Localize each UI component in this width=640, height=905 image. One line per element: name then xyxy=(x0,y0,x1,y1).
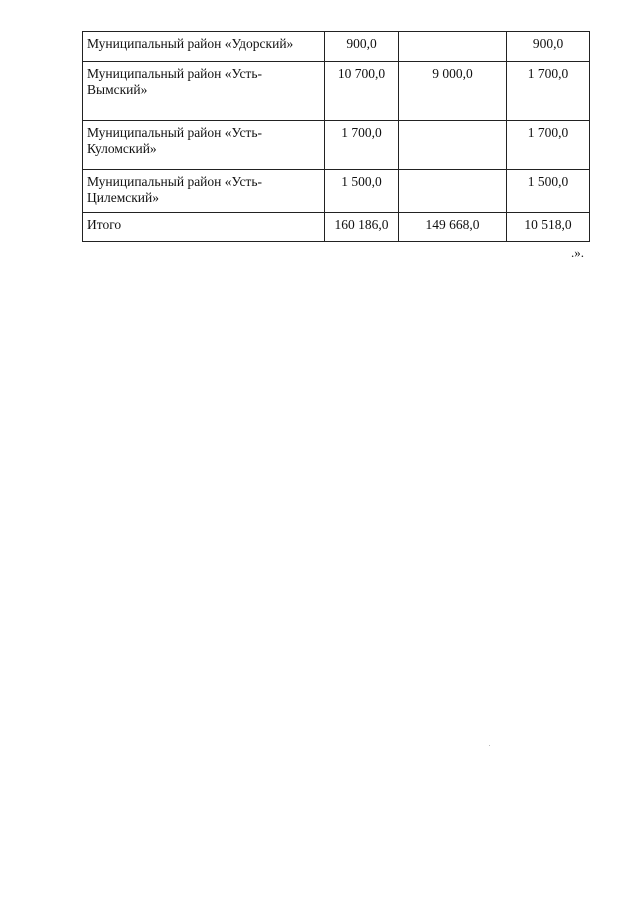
district-name-cell: Муниципальный район «Удорский» xyxy=(83,32,325,62)
amount-cell: 1 700,0 xyxy=(507,121,590,170)
amount-cell xyxy=(399,170,507,213)
district-name-cell: Муниципальный район «Усть-Вымский» xyxy=(83,62,325,121)
amount-cell xyxy=(399,32,507,62)
amount-cell: 9 000,0 xyxy=(399,62,507,121)
amount-cell: 10 518,0 xyxy=(507,213,590,242)
total-cell: 900,0 xyxy=(325,32,399,62)
table-row-total xyxy=(83,213,590,242)
table-row xyxy=(83,121,590,170)
table-row xyxy=(83,62,590,121)
district-name-cell: Муниципальный район «Усть-Куломский» xyxy=(83,121,325,170)
budget-table xyxy=(82,31,590,242)
amount-cell: 149 668,0 xyxy=(399,213,507,242)
total-cell: 160 186,0 xyxy=(325,213,399,242)
table-row xyxy=(83,170,590,213)
total-label-cell: Итого xyxy=(83,213,325,242)
scan-speck xyxy=(489,745,490,746)
table-row xyxy=(83,32,590,62)
district-name-cell: Муниципальный район «Усть-Цилемский» xyxy=(83,170,325,213)
total-cell: 10 700,0 xyxy=(325,62,399,121)
amount-cell: 1 500,0 xyxy=(507,170,590,213)
amount-cell: 1 700,0 xyxy=(507,62,590,121)
total-cell: 1 500,0 xyxy=(325,170,399,213)
closing-quote-mark: .». xyxy=(571,245,584,260)
amount-cell: 900,0 xyxy=(507,32,590,62)
total-cell: 1 700,0 xyxy=(325,121,399,170)
amount-cell xyxy=(399,121,507,170)
